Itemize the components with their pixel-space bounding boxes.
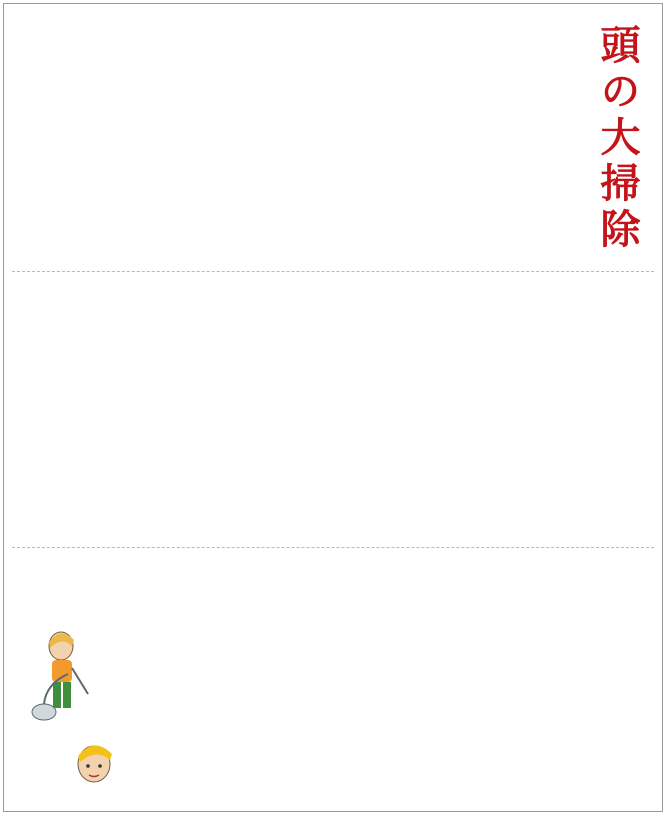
- article-section-3: [138, 558, 648, 804]
- cleaning-illustration: [16, 624, 166, 804]
- article-section-2: [12, 280, 648, 540]
- thinking-person-icon: [78, 745, 112, 782]
- section-divider: [12, 271, 654, 272]
- article-section-1: [12, 22, 592, 264]
- article-title: 頭の大掃除: [594, 24, 641, 254]
- vacuum-cleaning-figure-icon: [32, 632, 88, 720]
- article-page: [3, 3, 663, 812]
- section-divider: [12, 547, 654, 548]
